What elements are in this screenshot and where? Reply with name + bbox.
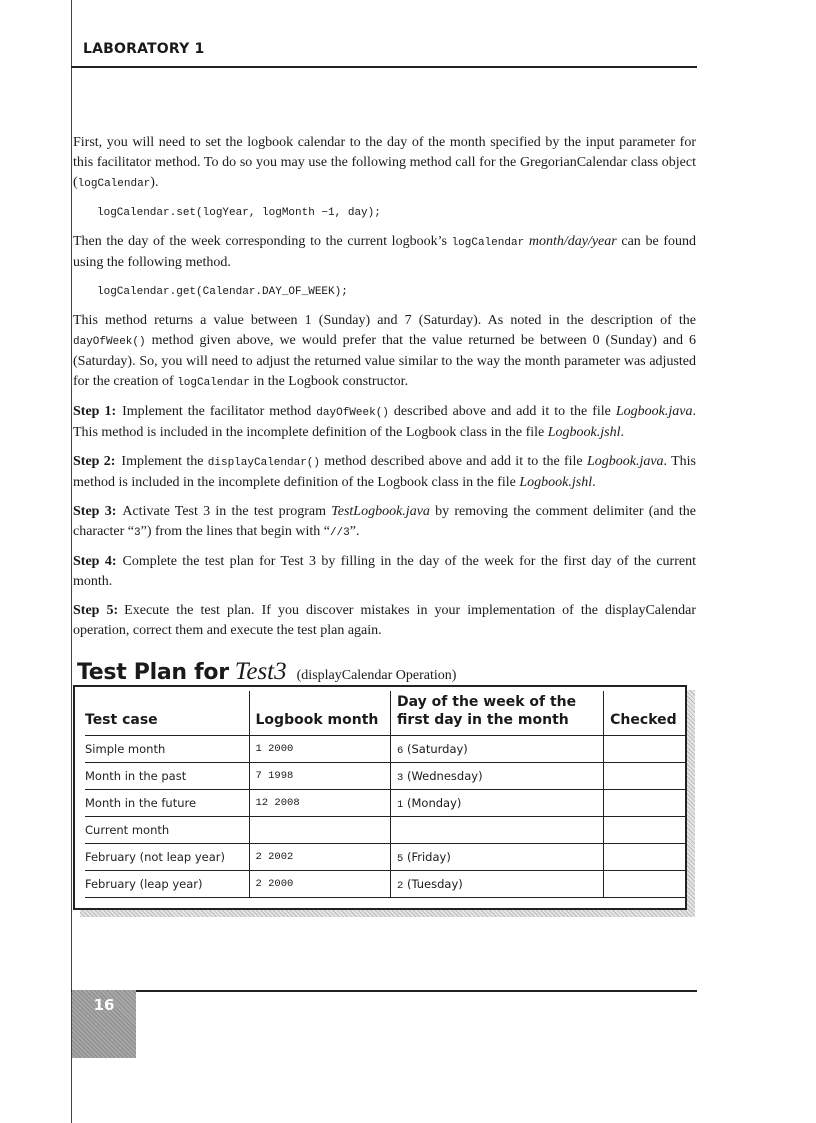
cell-test-case: Month in the past <box>85 763 249 790</box>
cell-month: 12 2008 <box>249 790 391 817</box>
margin-rule <box>71 0 72 1123</box>
cell-day: 5 (Friday) <box>391 844 604 871</box>
page-number-box <box>72 990 136 1058</box>
cell-checked[interactable] <box>604 817 685 844</box>
test-plan-table <box>73 685 687 910</box>
header-logbook-month: Logbook month <box>249 691 391 736</box>
cell-month: 7 1998 <box>249 763 391 790</box>
cell-month: 2 2002 <box>249 844 391 871</box>
cell-month: 2 2000 <box>249 871 391 898</box>
table-row <box>85 736 685 763</box>
table-row <box>85 763 685 790</box>
header-day-of-week: Day of the week of the first day in the month <box>391 691 604 736</box>
table-row <box>85 817 685 844</box>
header-test-case: Test case <box>85 691 249 736</box>
cell-test-case: Current month <box>85 817 249 844</box>
cell-month: 1 2000 <box>249 736 391 763</box>
cell-day: 1 (Monday) <box>391 790 604 817</box>
header-rule <box>71 66 697 68</box>
cell-checked[interactable] <box>604 736 685 763</box>
test-plan-title: Test Plan for Test3 (displayCalendar Operation) <box>77 658 457 685</box>
cell-test-case: February (leap year) <box>85 871 249 898</box>
step-4: Step 4: Complete the test plan for Test 3 by filling in the day of the week for the first day of the current month. <box>73 554 696 589</box>
step-5: Step 5: Execute the test plan. If you discover mistakes in your implementation of the displayCalendar operation, correct them and execute the test plan again. <box>73 603 696 638</box>
cell-day: 2 (Tuesday) <box>391 871 604 898</box>
cell-checked[interactable] <box>604 844 685 871</box>
chapter-header: LABORATORY 1 <box>83 41 205 57</box>
step-3: Step 3: Activate Test 3 in the test program TestLogbook.java by removing the comment delimiter (and the character “3”) from the lines that begin with “//3”. <box>73 504 697 539</box>
header-checked: Checked <box>604 691 685 736</box>
cell-checked[interactable] <box>604 871 685 898</box>
page-number: 16 <box>93 996 115 1014</box>
cell-day: 6 (Saturday) <box>391 736 604 763</box>
cell-checked[interactable] <box>604 790 685 817</box>
cell-test-case: Month in the future <box>85 790 249 817</box>
cell-test-case: Simple month <box>85 736 249 763</box>
step-1: Step 1: Implement the facilitator method dayOfWeek() described above and add it to the file Logbook.java. This method is included in the incomplete definition of the Logbook class in the file Logbook.jshl. <box>73 404 696 440</box>
table-row <box>85 790 685 817</box>
cell-checked[interactable] <box>604 763 685 790</box>
body-text <box>73 133 696 650</box>
table-row <box>85 844 685 871</box>
step-2: Step 2: Implement the displayCalendar() method described above and add it to the file Logbook.java. This method is included in the incomplete definition of the Logbook class in the file Logbook.jshl. <box>73 454 696 490</box>
cell-test-case: February (not leap year) <box>85 844 249 871</box>
paragraph: First, you will need to set the logbook calendar to the day of the month specified by the input parameter for this facilitator method. To do so you may use the following method call for the GregorianCalendar class object (logCalendar). <box>73 135 696 190</box>
test-plan-grid <box>85 691 685 898</box>
paragraph: This method returns a value between 1 (Sunday) and 7 (Saturday). As noted in the description of the dayOfWeek() method given above, we would prefer that the value returned be between 0 (Sunday) and 6 (Saturday). So, you will need to adjust the returned value similar to the way the month parameter was adjusted for the creation of logCalendar in the Logbook constructor. <box>73 313 696 389</box>
paragraph: Then the day of the week corresponding to the current logbook’s logCalendar month/day/year can be found using the following method. <box>73 234 696 270</box>
cell-month[interactable] <box>249 817 391 844</box>
cell-day[interactable] <box>391 817 604 844</box>
table-row <box>85 871 685 898</box>
table-header-row <box>85 691 685 736</box>
footer-rule <box>71 990 697 992</box>
code-line: logCalendar.get(Calendar.DAY_OF_WEEK); <box>97 286 348 298</box>
cell-day: 3 (Wednesday) <box>391 763 604 790</box>
code-line: logCalendar.set(logYear, logMonth −1, day); <box>97 207 381 219</box>
